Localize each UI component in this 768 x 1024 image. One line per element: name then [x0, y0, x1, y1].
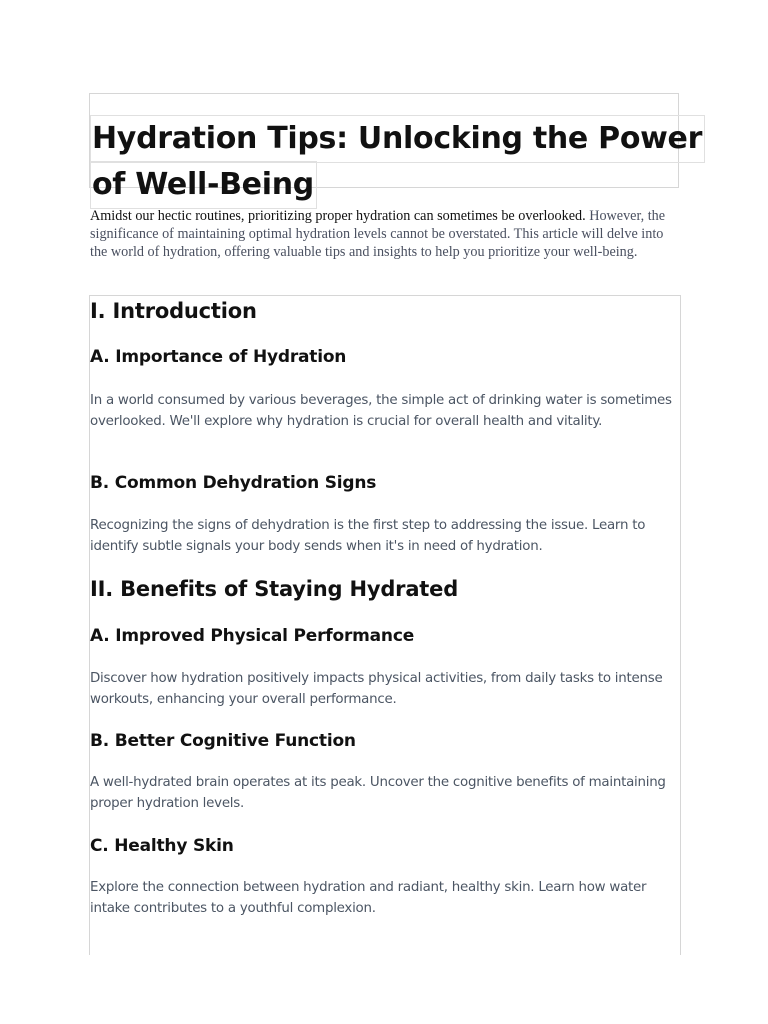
section-heading-benefits: II. Benefits of Staying Hydrated	[90, 577, 459, 601]
paragraph-healthy-skin: Explore the connection between hydration and radiant, healthy skin. Learn how water intake contributes to a youthful complexion.	[90, 880, 647, 916]
intro-paragraph	[90, 207, 670, 261]
subheading-healthy-skin: C. Healthy Skin	[90, 836, 234, 856]
intro-rest-text: However, the significance of maintaining optimal hydration levels cannot be overstated. This article will delve into the world of hydration, offering valuable tips and insights to help you prioritize your well-being.	[90, 208, 666, 260]
subheading-dehydration-signs: B. Common Dehydration Signs	[90, 473, 377, 493]
paragraph-importance-of-hydration: In a world consumed by various beverages, the simple act of drinking water is sometimes overlooked. We'll explore why hydration is crucial for overall health and vitality.	[90, 393, 672, 429]
intro-lead-sentence: Amidst our hectic routines, prioritizing proper hydration can sometimes be overlooked.	[90, 208, 586, 224]
subheading-cognitive-function: B. Better Cognitive Function	[90, 731, 356, 751]
paragraph-physical-performance: Discover how hydration positively impacts physical activities, from daily tasks to intense workouts, enhancing your overall performance.	[90, 671, 663, 707]
section-heading-introduction: I. Introduction	[90, 299, 257, 323]
paragraph-dehydration-signs: Recognizing the signs of dehydration is the first step to addressing the issue. Learn to identify subtle signals your body sends when it's in need of hydration.	[90, 518, 646, 554]
article-title-line-1: Hydration Tips: Unlocking the Power	[90, 115, 705, 163]
subheading-physical-performance: A. Improved Physical Performance	[90, 626, 415, 646]
article-title-line-2: of Well-Being	[90, 161, 317, 209]
subheading-importance-of-hydration: A. Importance of Hydration	[90, 347, 347, 367]
paragraph-cognitive-function: A well-hydrated brain operates at its peak. Uncover the cognitive benefits of maintaining proper hydration levels.	[90, 775, 666, 811]
